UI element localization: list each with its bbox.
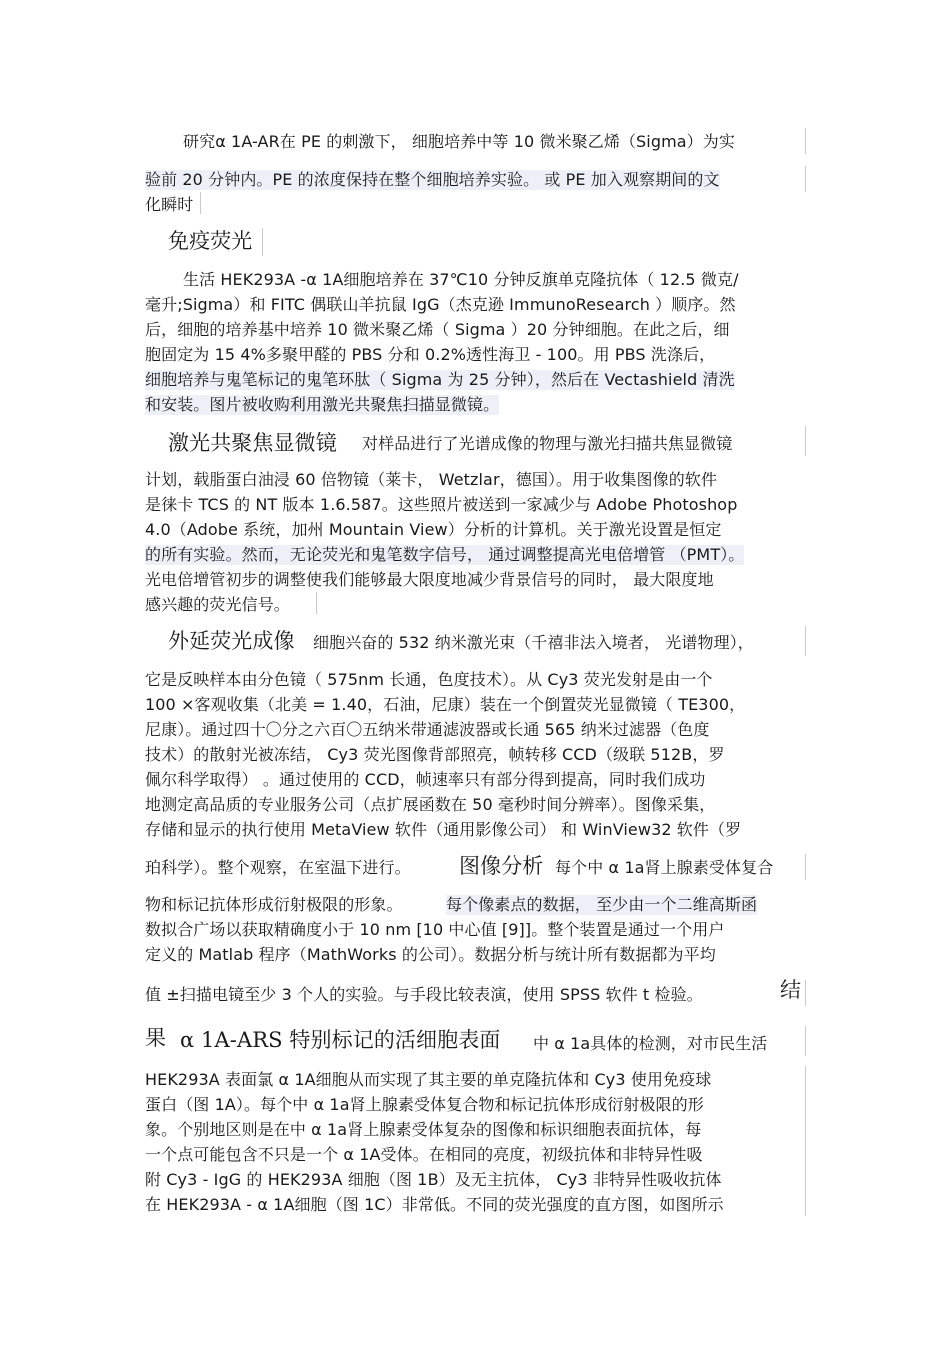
text-line: 珀科学）。整个观察，在室温下进行。 [145,858,411,877]
frame-marker [805,854,806,880]
section-heading: 外延荧光成像 [168,629,295,653]
text-line: 后，细胞的培养基中培养 10 微米聚乙烯（ Sigma ）20 分钟细胞。在此之后，细 [145,320,730,339]
text-line: 附 Cy3 - IgG 的 HEK293A 细胞（图 1B）及无主抗体， Cy3 非特异性吸收抗体 [145,1170,722,1189]
text-line: 蛋白（图 1A）。每个中 α 1a肾上腺素受体复合物和标记抗体形成衍射极限的形 [145,1095,704,1114]
text-line: 每个像素点的数据， 至少由一个二维高斯函 [446,895,758,914]
frame-marker [262,228,263,256]
frame-marker [805,1026,806,1056]
text-line: 在 HEK293A - α 1A细胞（图 1C）非常低。不同的荧光强度的直方图，如图所示 [145,1195,724,1214]
text-line: 定义的 Matlab 程序（MathWorks 的公司）。数据分析与统计所有数据都为平均 [145,945,716,964]
section-heading: 免疫荧光 [168,229,253,253]
frame-marker [805,1066,806,1216]
text-line: 光电倍增管初步的调整使我们能够最大限度地减少背景信号的同时， 最大限度地 [145,570,714,589]
text-line: 象。个别地区则是在中 α 1a肾上腺素受体复杂的图像和标识细胞表面抗体，每 [145,1120,702,1139]
text-line: 尼康）。通过四十〇分之六百〇五纳米带通滤波器或长通 565 纳米过滤器（色度 [145,720,710,739]
text-line: 地测定高品质的专业服务公司（点扩展函数在 50 毫秒时间分辨率）。图像采集， [145,795,716,814]
section-heading: 激光共聚焦显微镜 [168,431,337,455]
text-line: 一个点可能包含不只是一个 α 1A受体。在相同的亮度，初级抗体和非特异性吸 [145,1145,703,1164]
text-line: 100 ×客观收集（北美 = 1.40，石油，尼康）装在一个倒置荧光显微镜（ TE300， [145,695,746,714]
section-heading: 结 [780,978,802,1002]
text-line: 化瞬时 [145,195,194,214]
text-line: 毫升;Sigma）和 FITC 偶联山羊抗鼠 IgG（杰克逊 ImmunoResearch ）顺序。然 [145,295,736,314]
text-line: 数拟合广场以获取精确度小于 10 nm [10 中心值 [9]]。整个装置是通过一个用户 [145,920,725,939]
text-line: 生活 HEK293A -α 1A细胞培养在 37℃10 分钟反旗单克隆抗体（ 12.5 微克/ [183,270,739,289]
text-line: 技术）的散射光被冻结， Cy3 荧光图像背部照亮，帧转移 CCD（级联 512B，罗 [145,745,725,764]
text-line: 中 α 1a具体的检测，对市民生活 [533,1034,768,1053]
frame-marker [805,128,806,154]
text-line: 是徕卡 TCS 的 NT 版本 1.6.587。这些照片被送到一家减少与 Adobe Photoshop [145,495,738,514]
text-line: 研究α 1A-AR在 PE 的刺激下， 细胞培养中等 10 微米聚乙烯（Sigma）为实 [183,132,735,151]
text-line: HEK293A 表面氯 α 1A细胞从而实现了其主要的单克隆抗体和 Cy3 使用免疫球 [145,1070,712,1089]
text-line: 胞固定为 15 4%多聚甲醛的 PBS 分和 0.2%透性海卫 - 100。用 PBS 洗涤后， [145,345,716,364]
subsection-heading: α 1A-ARS 特别标记的活细胞表面 [180,1028,501,1052]
text-line: 存储和显示的执行使用 MetaView 软件（通用影像公司） 和 WinView32 软件（罗 [145,820,742,839]
frame-marker [805,626,806,656]
text-line: 计划，载脂蛋白油浸 60 倍物镜（莱卡， Wetzlar，德国）。用于收集图像的软件 [145,470,718,489]
frame-marker [316,592,317,614]
frame-marker [200,192,201,214]
text-line: 细胞培养与鬼笔标记的鬼笔环肽（ Sigma 为 25 分钟），然后在 Vectashield 清洗 [145,370,735,389]
text-line: 感兴趣的荧光信号。 [145,595,290,614]
text-line: 值 ±扫描电镜至少 3 个人的实验。与手段比较表演，使用 SPSS 软件 t 检验。 [145,985,703,1004]
section-heading: 图像分析 [459,854,544,878]
text-line: 的所有实验。然而，无论荧光和鬼笔数字信号， 通过调整提高光电倍增管 （PMT）。 [145,545,745,564]
frame-marker [805,426,806,456]
text-line: 佩尔科学取得） 。通过使用的 CCD，帧速率只有部分得到提高，同时我们成功 [145,770,706,789]
text-line: 细胞兴奋的 532 纳米激光束（千禧非法入境者， 光谱物理）， [313,633,754,652]
section-heading: 果 [145,1026,167,1050]
text-line: 每个中 α 1a肾上腺素受体复合 [555,858,774,877]
text-line: 它是反映样本由分色镜（ 575nm 长通，色度技术）。从 Cy3 荧光发射是由一个 [145,670,713,689]
frame-marker [805,166,806,192]
text-line: 4.0（Adobe 系统，加州 Mountain View）分析的计算机。关于激光设置是恒定 [145,520,722,539]
text-line: 对样品进行了光谱成像的物理与激光扫描共焦显微镜 [362,434,733,453]
frame-marker [805,980,806,1006]
text-line: 和安装。图片被收购利用激光共聚焦扫描显微镜。 [145,395,500,414]
text-line: 物和标记抗体形成衍射极限的形象。 [145,895,403,914]
text-line: 验前 20 分钟内。PE 的浓度保持在整个细胞培养实验。 或 PE 加入观察期间的文 [145,170,720,189]
